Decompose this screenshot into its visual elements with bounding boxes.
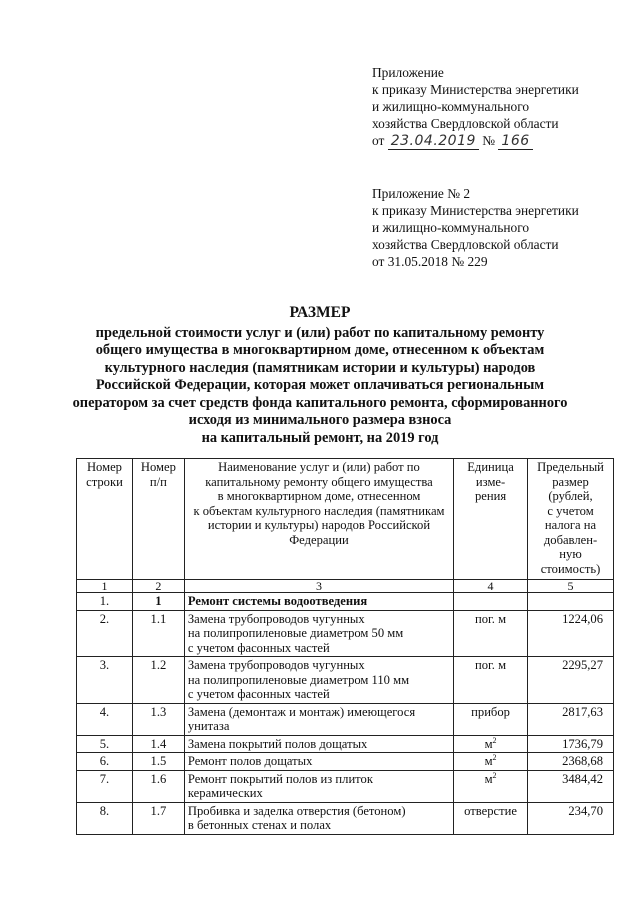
price-cell: 1224,06	[528, 610, 614, 657]
appendix-2-header	[372, 185, 579, 270]
price-cell: 2368,68	[528, 753, 614, 771]
appendix-2-line: Приложение № 2	[372, 186, 471, 201]
unit-text: пог. м	[475, 658, 507, 672]
title-main: РАЗМЕР	[289, 304, 351, 321]
appendix-2-line: и жилищно-коммунального	[372, 220, 530, 235]
unit-cell	[454, 735, 528, 753]
item-number-cell: 1.1	[132, 610, 184, 657]
column-number: 5	[528, 580, 614, 593]
appendix-2-line: хозяйства Свердловской области	[372, 237, 559, 252]
header-row-number: Номер строки	[77, 459, 133, 580]
row-number-cell: 1.	[77, 593, 133, 611]
unit-cell	[454, 703, 528, 735]
unit-superscript: 2	[492, 752, 497, 762]
table-row	[77, 770, 614, 802]
service-name-line: Замена трубопроводов чугунных	[187, 611, 365, 626]
header-service-name: Наименование услуг и (или) работ по капитальному ремонту общего имущества в многоквартирном доме, отнесенном к объектам культурного наследия (памятникам истории и культуры) народов Российской Федерации	[184, 459, 453, 580]
table-section-row	[77, 593, 614, 611]
service-name-line: Замена трубопроводов чугунных	[187, 658, 365, 672]
table-row	[77, 610, 614, 657]
unit-text: м	[484, 754, 493, 768]
table-row	[77, 657, 614, 704]
appendix-2-line: к приказу Министерства энергетики	[372, 203, 579, 218]
item-number-cell: 1.5	[132, 753, 184, 771]
item-number-cell: 1.4	[132, 735, 184, 753]
row-number-cell: 6.	[77, 753, 133, 771]
title-line: исходя из минимального размера взноса	[188, 412, 452, 428]
price-table	[76, 458, 614, 835]
date-prefix: от	[372, 133, 385, 148]
column-number-row	[77, 580, 614, 593]
service-name-cell	[184, 657, 453, 704]
service-name-cell	[184, 703, 453, 735]
column-number: 2	[132, 580, 184, 593]
appendix-1-line: к приказу Министерства энергетики	[372, 82, 579, 97]
row-number-cell: 8.	[77, 802, 133, 834]
column-number: 4	[454, 580, 528, 593]
unit-cell	[454, 657, 528, 704]
service-name-cell	[184, 770, 453, 802]
appendix-2-line: от 31.05.2018 № 229	[372, 254, 488, 269]
title-line: предельной стоимости услуг и (или) работ по капитальному ремонту	[95, 324, 545, 341]
title-line: культурного наследия (памятникам истории и культуры) народов	[104, 359, 536, 376]
price-cell: 1736,79	[528, 735, 614, 753]
appendix-1-date-line	[372, 132, 579, 150]
appendix-1-line: и жилищно-коммунального	[372, 99, 530, 114]
table-row	[77, 735, 614, 753]
service-name-cell	[184, 753, 453, 771]
title-line: общего имущества в многоквартирном доме, отнесенном к объектам	[95, 342, 545, 358]
unit-text: пог. м	[475, 611, 507, 626]
appendix-1-header	[372, 64, 579, 150]
service-name-cell	[184, 802, 453, 834]
unit-cell	[454, 753, 528, 771]
service-name-line: Ремонт полов дощатых	[187, 754, 313, 768]
service-name-cell	[184, 735, 453, 753]
table-row	[77, 802, 614, 834]
unit-superscript: 2	[492, 770, 497, 780]
price-cell: 234,70	[528, 802, 614, 834]
service-name-line: с учетом фасонных частей	[187, 640, 330, 655]
header-item-number: Номер п/п	[132, 459, 184, 580]
title-line: на капитальный ремонт, на 2019 год	[201, 429, 439, 446]
service-name-line: керамических	[187, 786, 263, 800]
table-header-row	[77, 459, 614, 580]
unit-text: отверстие	[464, 803, 517, 818]
table-row	[77, 703, 614, 735]
document-title	[0, 304, 640, 447]
service-name-cell	[184, 593, 453, 611]
price-cell: 2295,27	[528, 657, 614, 704]
column-number: 1	[77, 580, 133, 593]
appendix-1-line: Приложение	[372, 65, 444, 80]
unit-cell	[454, 802, 528, 834]
unit-text: м	[484, 771, 493, 786]
table-body	[77, 580, 614, 835]
table-row	[77, 753, 614, 771]
appendix-1-line: хозяйства Свердловской области	[372, 116, 559, 131]
unit-cell	[454, 593, 528, 611]
row-number-cell: 3.	[77, 657, 133, 704]
price-cell: 2817,63	[528, 703, 614, 735]
item-number-cell: 1	[132, 593, 184, 611]
row-number-cell: 7.	[77, 770, 133, 802]
unit-text: м	[484, 736, 493, 751]
service-name-line: в бетонных стенах и полах	[187, 818, 332, 832]
handwritten-date: 23.04.2019	[388, 134, 479, 150]
header-max-price: Предельный размер (рублей, с учетом налога на добавлен- ную стоимость)	[528, 459, 614, 580]
service-name-line: с учетом фасонных частей	[187, 687, 330, 701]
row-number-cell: 4.	[77, 703, 133, 735]
item-number-cell: 1.7	[132, 802, 184, 834]
title-line: оператором за счет средств фонда капитального ремонта, сформированного	[72, 394, 568, 411]
unit-cell	[454, 770, 528, 802]
service-name-line: на полипропиленовые диаметром 110 мм	[187, 672, 410, 687]
service-name-line: Пробивка и заделка отверстия (бетоном)	[187, 803, 406, 818]
handwritten-number: 166	[498, 134, 532, 150]
service-name-line: Ремонт покрытий полов из плиток	[187, 771, 373, 786]
row-number-cell: 2.	[77, 610, 133, 657]
price-cell	[528, 593, 614, 611]
unit-superscript: 2	[492, 735, 497, 745]
item-number-cell: 1.3	[132, 703, 184, 735]
service-name-line: на полипропиленовые диаметром 50 мм	[187, 626, 404, 640]
column-number: 3	[184, 580, 453, 593]
service-name-line: Замена покрытий полов дощатых	[187, 736, 368, 751]
unit-cell	[454, 610, 528, 657]
price-cell: 3484,42	[528, 770, 614, 802]
service-name-line: унитаза	[187, 719, 230, 733]
service-name-cell	[184, 610, 453, 657]
number-prefix: №	[482, 133, 496, 148]
title-line: Российской Федерации, которая может оплачиваться региональным	[95, 377, 545, 393]
unit-text: прибор	[471, 704, 510, 719]
row-number-cell: 5.	[77, 735, 133, 753]
item-number-cell: 1.6	[132, 770, 184, 802]
service-name-line: Ремонт системы водоотведения	[187, 594, 368, 608]
item-number-cell: 1.2	[132, 657, 184, 704]
service-name-line: Замена (демонтаж и монтаж) имеющегося	[187, 704, 416, 719]
header-unit: Единица изме- рения	[454, 459, 528, 580]
